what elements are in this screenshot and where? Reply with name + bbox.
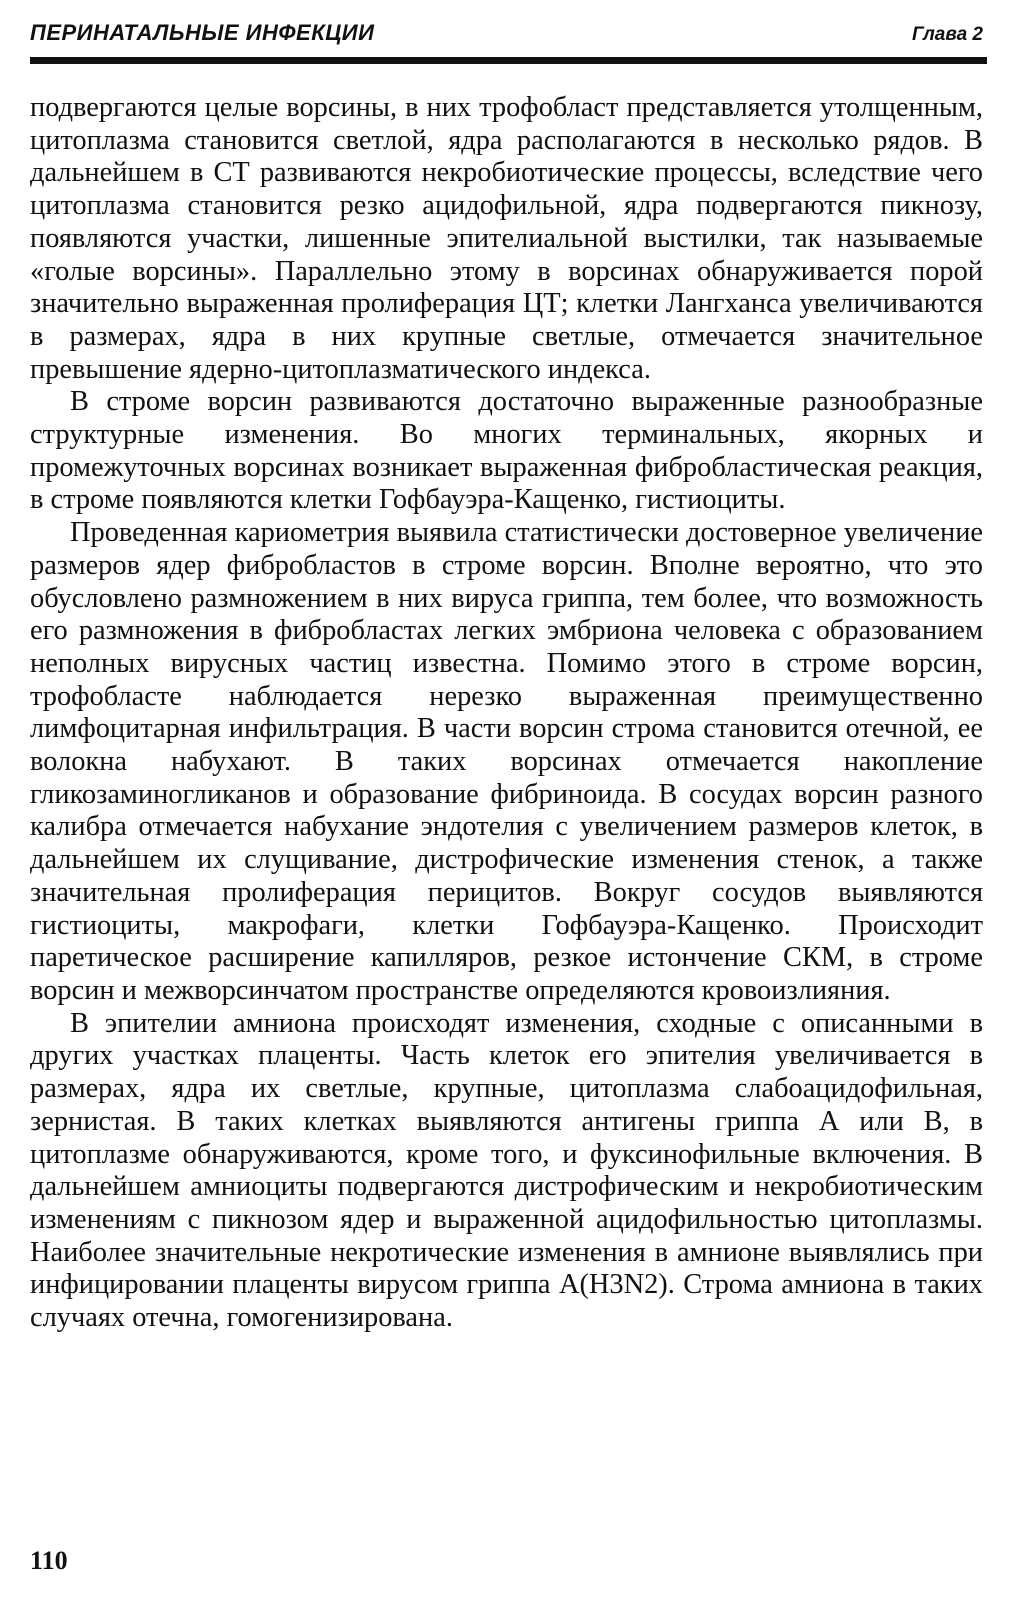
page-number: 110 xyxy=(30,1546,68,1575)
paragraph-amnion: В эпителии амниона происходят изменения, сходные с описанными в других участках плаценты. Часть клеток его эпителия увеличивается в размерах, ядра их светлые, крупные, цитоплазма слабоацидофильная, зернистая. В таких клетках выявляются антигены гриппа А или В, в цитоплазме обнаруживаются, кроме того, и фуксинофильные включения. В дальнейшем амниоциты подвергаются дистрофическим и некробиотическим изменениям с пикнозом ядер и выраженной ацидофильностью цитоплазмы. Наиболее значительные некротические изменения в амнионе выявлялись при инфицировании плаценты вирусом гриппа А(H3N2). Строма амниона в таких случаях отечна, гомогенизирована. xyxy=(30,1007,983,1334)
body-text xyxy=(30,92,983,1335)
paragraph-karyometry: Проведенная кариометрия выявила статистически достоверное увеличение размеров ядер фибробластов в строме ворсин. Вполне вероятно, что это обусловлено размножением в них вируса гриппа, тем более, что возможность его размножения в фибробластах легких эмбриона человека с образованием неполных вирусных частиц известна. Помимо этого в строме ворсин, трофобласте наблюдается нерезко выраженная преимущественно лимфоцитарная инфильтрация. В части ворсин строма становится отечной, ее волокна набухают. В таких ворсинах отмечается накопление гликозаминогликанов и образование фибриноида. В сосудах ворсин разного калибра отмечается набухание эндотелия с увеличением размеров клеток, в дальнейшем их слущивание, дистрофические изменения стенок, а также значительная пролиферация перицитов. Вокруг сосудов выявляются гистиоциты, макрофаги, клетки Гофбауэра-Кащенко. Происходит паретическое расширение капилляров, резкое истончение СКМ, в строме ворсин и межворсинчатом пространстве определяются кровоизлияния. xyxy=(30,517,983,1006)
paragraph-continuation: подвергаются целые ворсины, в них трофобласт представляется утолщенным, цитоплазма становится светлой, ядра располагаются в несколько рядов. В дальнейшем в СТ развиваются некробиотические процессы, вследствие чего цитоплазма становится резко ацидофильной, ядра подвергаются пикнозу, появляются участки, лишенные эпителиальной выстилки, так называемые «голые ворсины». Параллельно этому в ворсинах обнаруживается порой значительно выраженная пролиферация ЦТ; клетки Лангханса увеличиваются в размерах, ядра в них крупные светлые, отмечается значительное превышение ядерно-цитоплазматического индекса. xyxy=(30,92,983,385)
running-head xyxy=(30,18,983,52)
chapter-label: Глава 2 xyxy=(912,24,983,45)
header-rule xyxy=(30,57,987,64)
paragraph-stroma: В строме ворсин развиваются достаточно выраженные разнообразные структурные изменения. Во многих терминальных, якорных и промежуточных ворсинах возникает выраженная фибробластическая реакция, в строме появляются клетки Гофбауэра-Кащенко, гистиоциты. xyxy=(30,386,983,516)
running-title: ПЕРИНАТАЛЬНЫЕ ИНФЕКЦИИ xyxy=(30,20,375,45)
